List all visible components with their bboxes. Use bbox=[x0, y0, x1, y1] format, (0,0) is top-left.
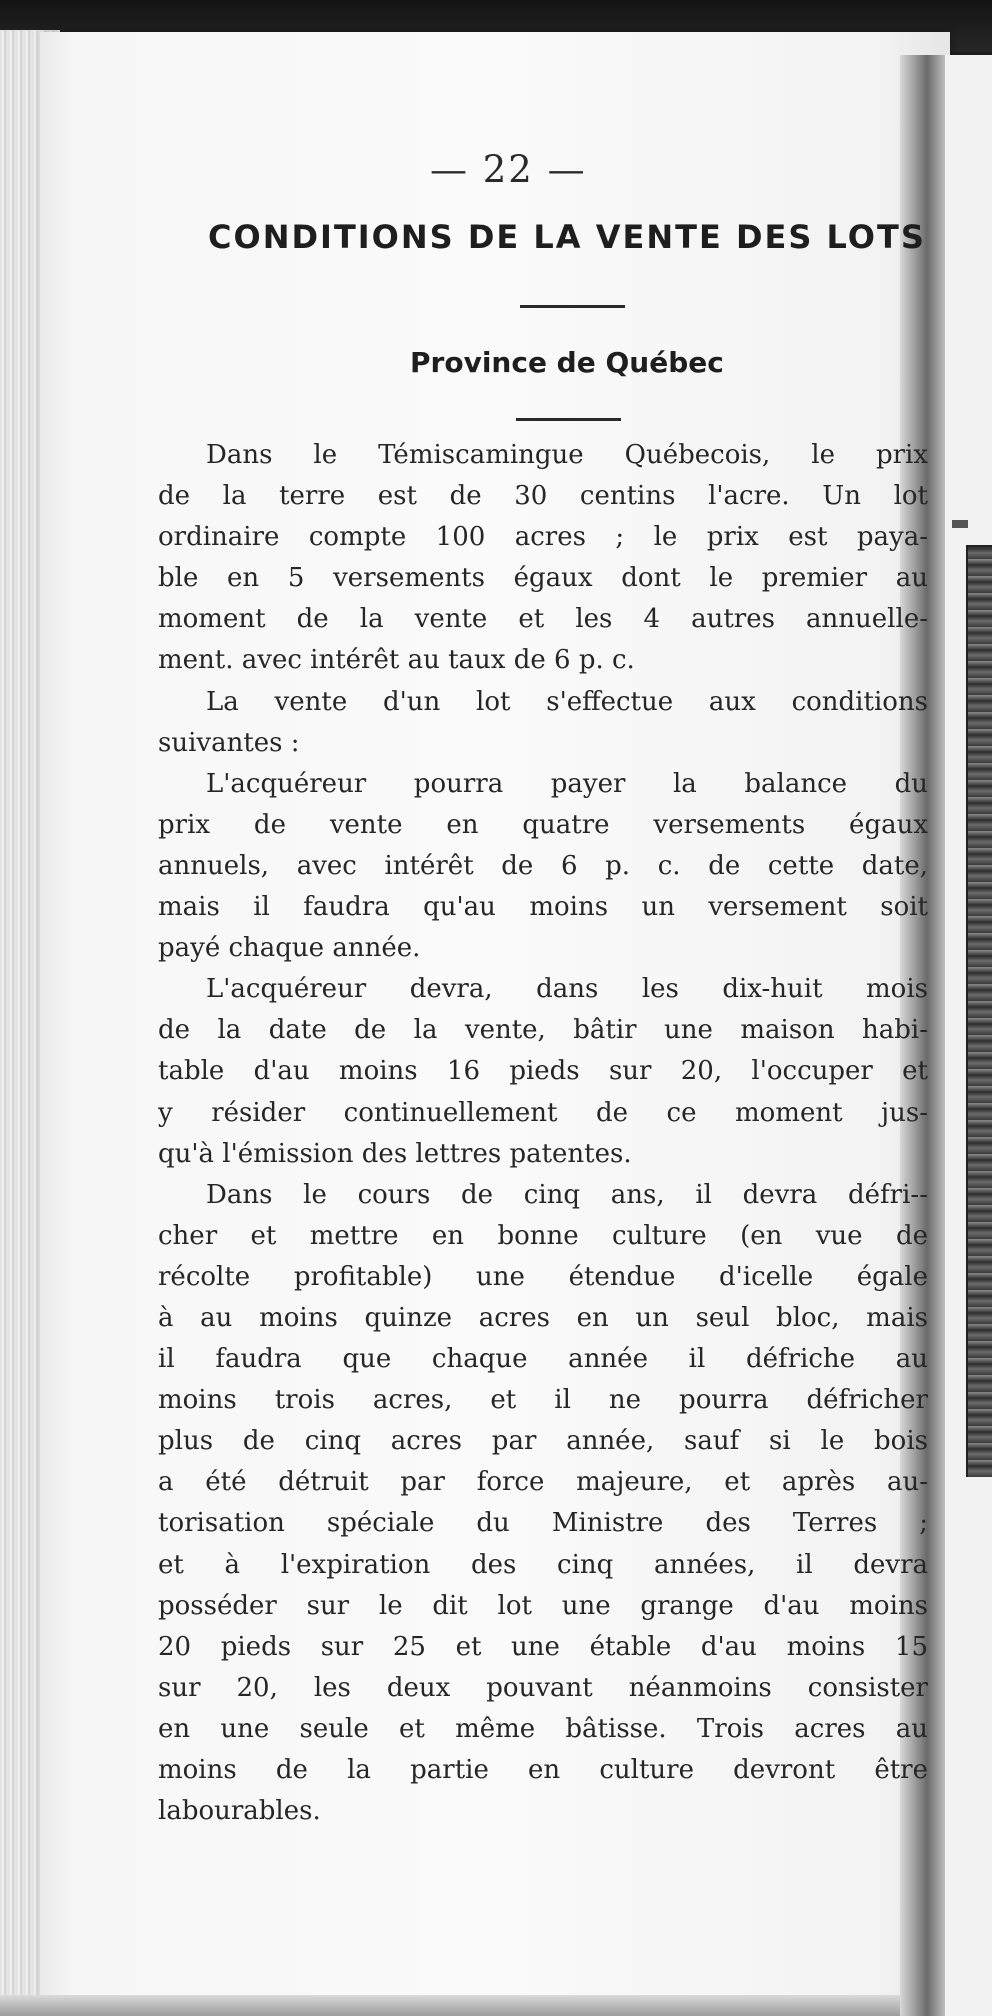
text-line: Dans le Témiscamingue Québecois, le prix bbox=[206, 440, 928, 470]
text-line: posséder sur le dit lot une grange d'au moins bbox=[158, 1590, 928, 1621]
text-line: à au moins quinze acres en un seul bloc, mais bbox=[158, 1302, 928, 1333]
page-number: — 22 — bbox=[430, 148, 587, 191]
text-line: ment. avec intérêt au taux de 6 p. c. bbox=[158, 645, 635, 676]
page-bottom-shadow bbox=[0, 1995, 900, 2016]
text-line: table d'au moins 16 pieds sur 20, l'occuper et bbox=[158, 1056, 928, 1087]
subtitle-divider bbox=[516, 418, 621, 421]
text-line: moment de la vente et les 4 autres annuelle- bbox=[158, 604, 928, 635]
text-line: il faudra que chaque année il défriche au bbox=[158, 1344, 928, 1375]
text-line: annuels, avec intérêt de 6 p. c. de cette date, bbox=[158, 850, 928, 881]
text-line: ordinaire compte 100 acres ; le prix est paya- bbox=[158, 522, 928, 553]
page-title: CONDITIONS DE LA VENTE DES LOTS bbox=[208, 218, 926, 256]
text-line: a été détruit par force majeure, et après au- bbox=[158, 1467, 928, 1498]
text-line: plus de cinq acres par année, sauf si le bois bbox=[158, 1426, 928, 1457]
text-line: ble en 5 versements égaux dont le premier au bbox=[158, 563, 928, 594]
text-line: qu'à l'émission des lettres patentes. bbox=[158, 1138, 632, 1169]
text-line: labourables. bbox=[158, 1796, 321, 1827]
text-line: mais il faudra qu'au moins un versement soit bbox=[158, 892, 928, 923]
text-line: y résider continuellement de ce moment jus- bbox=[158, 1097, 928, 1128]
text-line: L'acquéreur pourra payer la balance du bbox=[206, 768, 928, 799]
facing-page-photo-edge bbox=[966, 545, 992, 1477]
title-divider bbox=[520, 305, 625, 308]
body-text bbox=[158, 435, 928, 1832]
text-line: moins trois acres, et il ne pourra défricher bbox=[158, 1385, 928, 1416]
text-line: torisation spéciale du Ministre des Terres ; bbox=[158, 1508, 928, 1539]
text-line: Dans le cours de cinq ans, il devra défri-- bbox=[206, 1179, 928, 1210]
text-line: moins de la partie en culture devront être bbox=[158, 1755, 928, 1785]
text-line: sur 20, les deux pouvant néanmoins consister bbox=[158, 1672, 928, 1703]
text-line: 20 pieds sur 25 et une étable d'au moins 15 bbox=[158, 1631, 928, 1662]
text-line: de la date de la vente, bâtir une maison habi- bbox=[158, 1015, 928, 1046]
text-line: suivantes : bbox=[158, 727, 300, 758]
text-line: récolte profitable) une étendue d'icelle égale bbox=[158, 1261, 928, 1292]
text-line: La vente d'un lot s'effectue aux conditions bbox=[206, 686, 928, 717]
facing-page-mark bbox=[952, 520, 968, 528]
text-line: en une seule et même bâtisse. Trois acres au bbox=[158, 1713, 928, 1744]
section-subtitle: Province de Québec bbox=[410, 346, 724, 379]
text-line: et à l'expiration des cinq années, il devra bbox=[158, 1549, 928, 1580]
text-line: L'acquéreur devra, dans les dix-huit mois bbox=[206, 974, 928, 1005]
text-line: payé chaque année. bbox=[158, 933, 421, 964]
text-line: prix de vente en quatre versements égaux bbox=[158, 809, 928, 840]
text-line: cher et mettre en bonne culture (en vue de bbox=[158, 1220, 928, 1251]
text-line: de la terre est de 30 centins l'acre. Un lot bbox=[158, 481, 928, 512]
